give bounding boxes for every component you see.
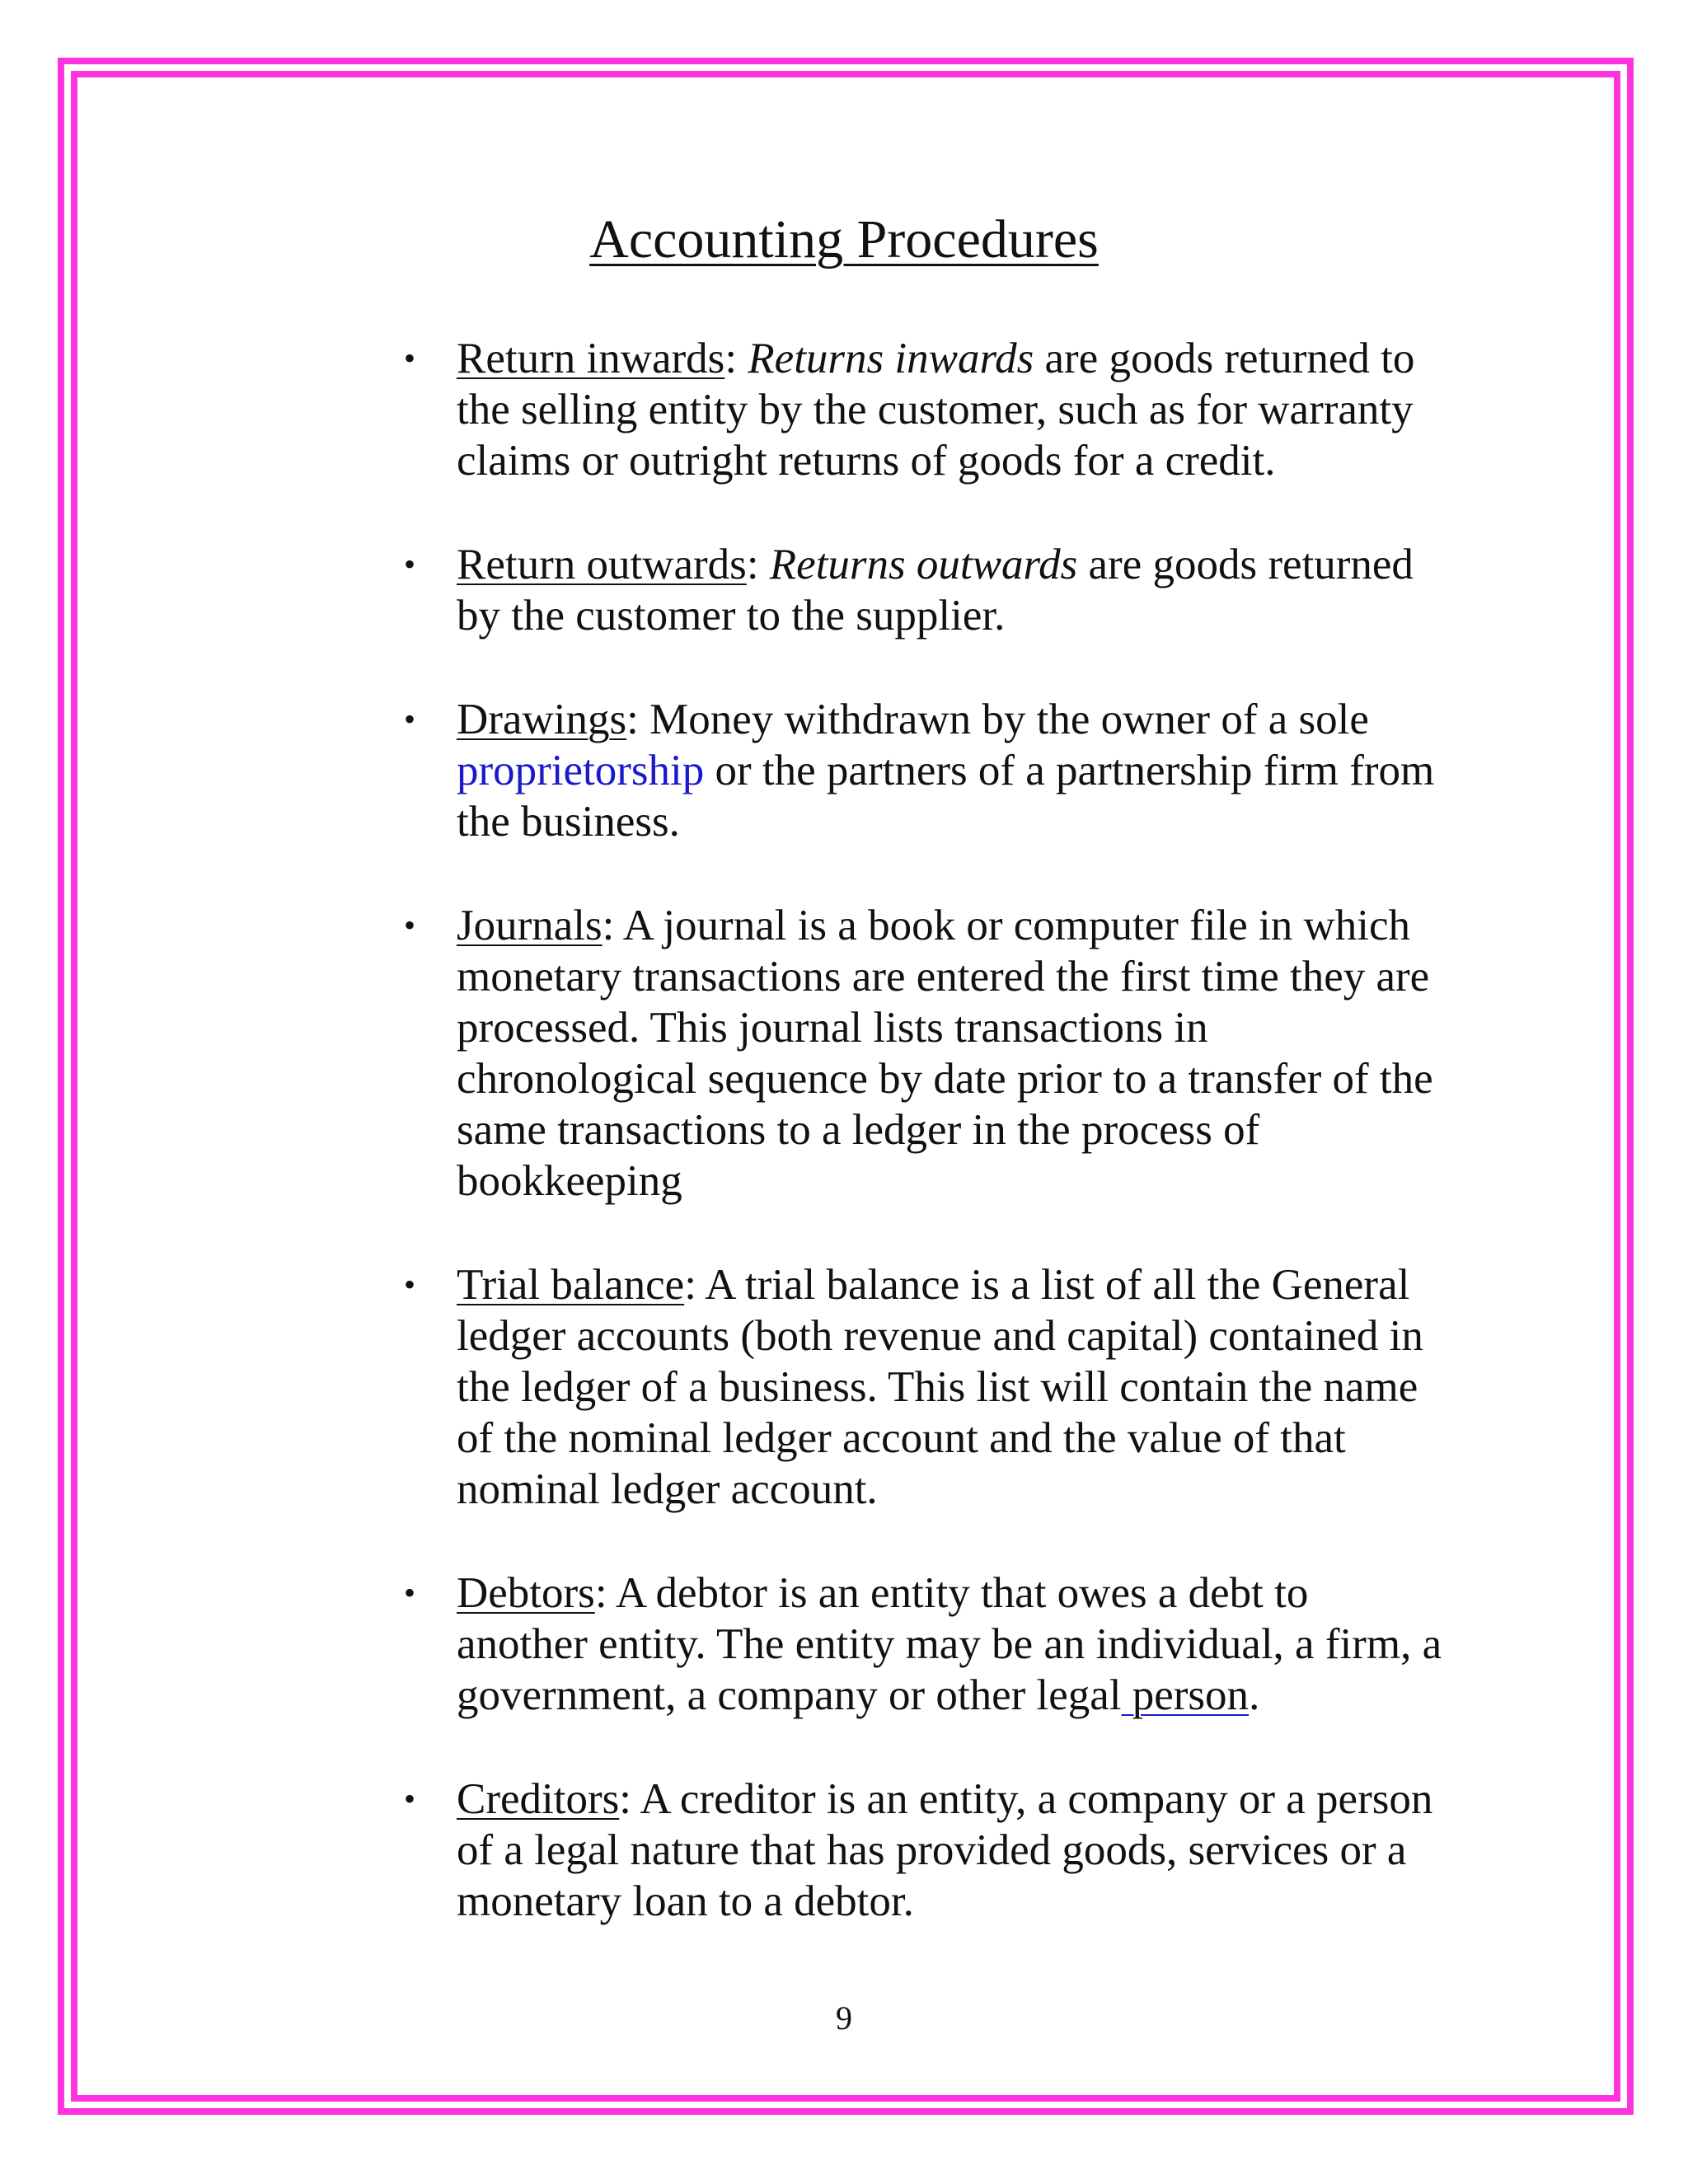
bullet-icon: • xyxy=(404,907,416,944)
list-item-trial-balance xyxy=(404,1259,1442,1515)
definition-text: A creditor is an entity, a company or a person of a legal nature that has provided goods, services or a monetary loan to a debtor. xyxy=(457,1775,1433,1925)
emphasis-returns-outwards: Returns outwards xyxy=(769,541,1078,588)
definition-text: are goods returned to the selling entity by the customer, such as for warranty claims or outright returns of goods for a credit. xyxy=(457,335,1415,485)
bullet-icon: • xyxy=(404,701,416,738)
page-title xyxy=(0,204,1688,275)
link-proprietorship[interactable]: proprietorship xyxy=(457,747,705,794)
list-item-return-inwards xyxy=(404,333,1442,486)
list-item-return-outwards xyxy=(404,539,1442,641)
term-separator: : xyxy=(684,1261,706,1309)
term-creditors: Creditors xyxy=(457,1775,620,1823)
list-item-journals xyxy=(404,900,1442,1207)
term-journals: Journals xyxy=(457,902,603,949)
bullet-icon: • xyxy=(404,1780,416,1817)
bullet-icon: • xyxy=(404,1266,416,1303)
bullet-icon: • xyxy=(404,340,416,377)
definition-text: A debtor is an entity that owes a debt to another entity. The entity may be an individual, a firm, a government, a company or other legal xyxy=(457,1569,1442,1719)
term-separator: : xyxy=(602,902,623,949)
term-separator: : xyxy=(594,1569,616,1617)
term-separator: : xyxy=(746,541,770,588)
term-separator: : xyxy=(626,696,650,743)
list-item-creditors xyxy=(404,1774,1442,1927)
definition-text: or the partners of a partnership firm from the business. xyxy=(457,747,1435,846)
term-trial-balance: Trial balance xyxy=(457,1261,685,1309)
definition-text: Money withdrawn by the owner of a sole xyxy=(649,696,1369,743)
term-return-inwards: Return inwards xyxy=(457,335,725,382)
term-drawings: Drawings xyxy=(457,696,627,743)
term-separator: : xyxy=(619,1775,640,1823)
definition-text: . xyxy=(1249,1671,1260,1719)
definitions-list xyxy=(404,333,1442,1980)
list-item-drawings xyxy=(404,694,1442,847)
term-debtors: Debtors xyxy=(457,1569,595,1617)
emphasis-returns-inwards: Returns inwards xyxy=(748,335,1034,382)
list-item-debtors xyxy=(404,1568,1442,1721)
page-title-text: Accounting Procedures xyxy=(589,209,1099,269)
page-number: 9 xyxy=(836,1999,852,2036)
definition-text: are goods returned by the customer to the supplier. xyxy=(457,541,1414,640)
definition-text: A journal is a book or computer file in which monetary transactions are entered the first time they are processed. This journal lists transactions in chronological sequence by date prior to a transfer of the same transactions to a ledger in the process of bookkeeping xyxy=(457,902,1433,1205)
bullet-icon: • xyxy=(404,1574,416,1611)
term-separator: : xyxy=(724,335,748,382)
term-return-outwards: Return outwards xyxy=(457,541,747,588)
definition-text: A trial balance is a list of all the General ledger accounts (both revenue and capital) contained in the ledger of a business. This list will contain the name of the nominal ledger account and the value of that nominal ledger account. xyxy=(457,1261,1423,1513)
link-person[interactable]: person xyxy=(1121,1671,1250,1719)
bullet-icon: • xyxy=(404,546,416,583)
